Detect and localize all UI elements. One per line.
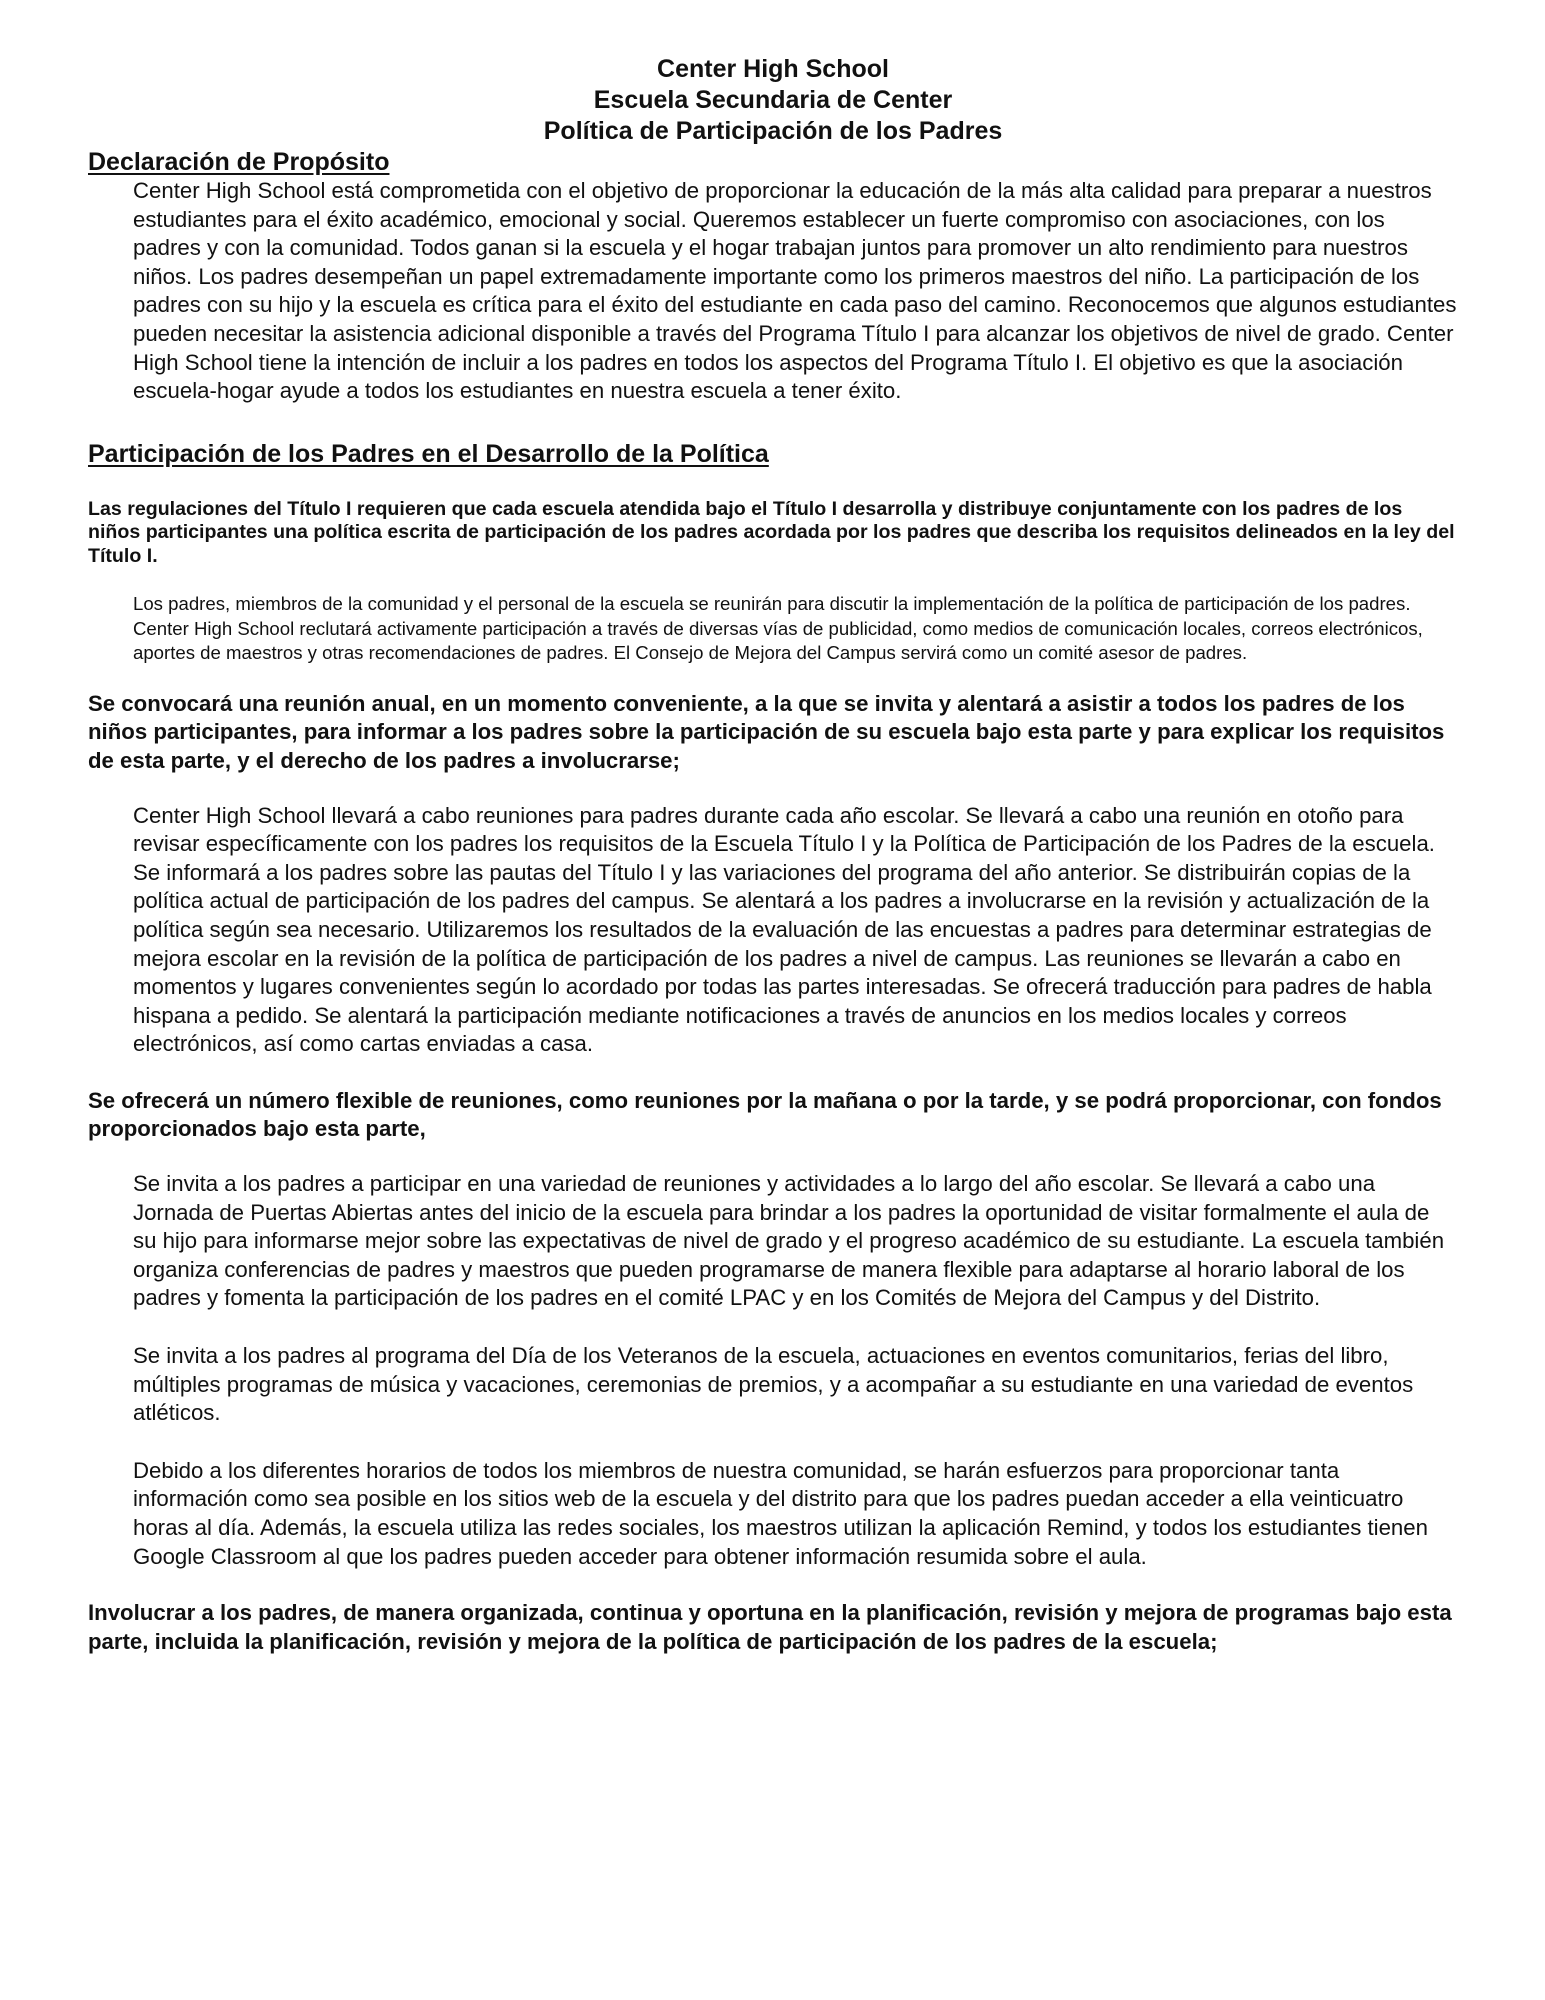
purpose-paragraph: Center High School está comprometida con el objetivo de proporcionar la educación de la más alta calidad para preparar a nuestros estudiantes para el éxito académico, emocional y social. Queremos establecer un fuerte compromiso con asociaciones, con los padres y con la comunidad. Todos ganan si la escuela y el hogar trabajan juntos para promover un alto rendimiento para nuestros niños. Los padres desempeñan un papel extremadamente importante como los primeros maestros del niño. La participación de los padres con su hijo y la escuela es crítica para el éxito del estudiante en cada paso del camino. Reconocemos que algunos estudiantes pueden necesitar la asistencia adicional disponible a través del Programa Título I para alcanzar los objetivos de nivel de grado. Center High School tiene la intención de incluir a los padres en todos los aspectos del Programa Título I. El objetivo es que la asociación escuela-hogar ayude a todos los estudiantes en nuestra escuela a tener éxito. <box>133 178 1457 404</box>
policy-requirement-paragraph: Las regulaciones del Título I requieren que cada escuela atendida bajo el Título I desarrolla y distribuye conjuntamente con los padres de los niños participantes una política escrita de participación de los padres acordada por los padres que describa los requisitos delineados en la ley del Título I. <box>88 497 1455 567</box>
annual-meeting-heading: Se convocará una reunión anual, en un momento conveniente, a la que se invita y alentará a asistir a todos los padres de los niños participantes, para informar a los padres sobre la participación de su escuela bajo esta parte y para explicar los requisitos de esta parte, y el derecho de los padres a involucrarse; <box>88 690 1445 773</box>
flexible-meetings-paragraph-3: Debido a los diferentes horarios de todos los miembros de nuestra comunidad, se harán esfuerzos para proporcionar tanta información como sea posible en los sitios web de la escuela y del distrito para que los padres puedan acceder a ella veinticuatro horas al día. Además, la escuela utiliza las redes sociales, los maestros utilizan la aplicación Remind, y todos los estudiantes tienen Google Classroom al que los padres pueden acceder para obtener información resumida sobre el aula. <box>133 1457 1428 1569</box>
purpose-heading: Declaración de Propósito <box>88 148 390 176</box>
school-name-spanish: Escuela Secundaria de Center <box>593 86 953 114</box>
policy-title: Política de Participación de los Padres <box>543 117 1003 145</box>
involve-parents-heading: Involucrar a los padres, de manera organizada, continua y oportuna en la planificación, revisión y mejora de programas bajo esta parte, incluida la planificación, revisión y mejora de la política de participación de los padres de la escuela; <box>88 1600 1452 1654</box>
flexible-meetings-heading: Se ofrecerá un número flexible de reuniones, como reuniones por la mañana o por la tarde, y se podrá proporcionar, con fondos proporcionados bajo esta parte, <box>88 1087 1442 1142</box>
flexible-meetings-paragraph-1: Se invita a los padres a participar en una variedad de reuniones y actividades a lo largo del año escolar. Se llevará a cabo una Jornada de Puertas Abiertas antes del inicio de la escuela para brindar a los padres la oportunidad de visitar formalmente el aula de su hijo para informarse mejor sobre las expectativas de nivel de grado y el progreso académico de su estudiante. La escuela también organiza conferencias de padres y maestros que pueden programarse de manera flexible para adaptarse al horario laboral de los padres y fomenta la participación de los padres en el comité LPAC y en los Comités de Mejora del Campus y del Distrito. <box>133 1171 1445 1311</box>
annual-meeting-paragraph: Center High School llevará a cabo reuniones para padres durante cada año escolar. Se llevará a cabo una reunión en otoño para revisar específicamente con los padres los requisitos de la Escuela Título I y la Política de Participación de los Padres de la escuela. Se informará a los padres sobre las pautas del Título I y las variaciones del programa del año anterior. Se distribuirán copias de la política actual de participación de los padres del campus. Se alentará a los padres a involucrarse en la revisión y actualización de la política según sea necesario. Utilizaremos los resultados de la evaluación de las encuestas a padres para determinar estrategias de mejora escolar en la revisión de la política de participación de los padres a nivel de campus. Las reuniones se llevarán a cabo en momentos y lugares convenientes según lo acordado por todas las partes interesadas. Se ofrecerá traducción para padres de habla hispana a pedido. Se alentará la participación mediante notificaciones a través de anuncios en los medios locales y correos electrónicos, así como cartas enviadas a casa. <box>133 802 1435 1057</box>
school-name: Center High School <box>657 55 889 83</box>
policy-development-heading: Participación de los Padres en el Desarrollo de la Política <box>88 439 769 468</box>
document-title <box>88 54 1458 147</box>
policy-implementation-paragraph: Los padres, miembros de la comunidad y el personal de la escuela se reunirán para discutir la implementación de la política de participación de los padres. Center High School reclutará activamente participación a través de diversas vías de publicidad, como medios de comunicación locales, correos electrónicos, aportes de maestros y otras recomendaciones de padres. El Consejo de Mejora del Campus servirá como un comité asesor de padres. <box>133 593 1423 664</box>
flexible-meetings-paragraph-2: Se invita a los padres al programa del Día de los Veteranos de la escuela, actuaciones en eventos comunitarios, ferias del libro, múltiples programas de música y vacaciones, ceremonias de premios, y a acompañar a su estudiante en una variedad de eventos atléticos. <box>133 1343 1414 1426</box>
document-page <box>88 54 1458 1656</box>
